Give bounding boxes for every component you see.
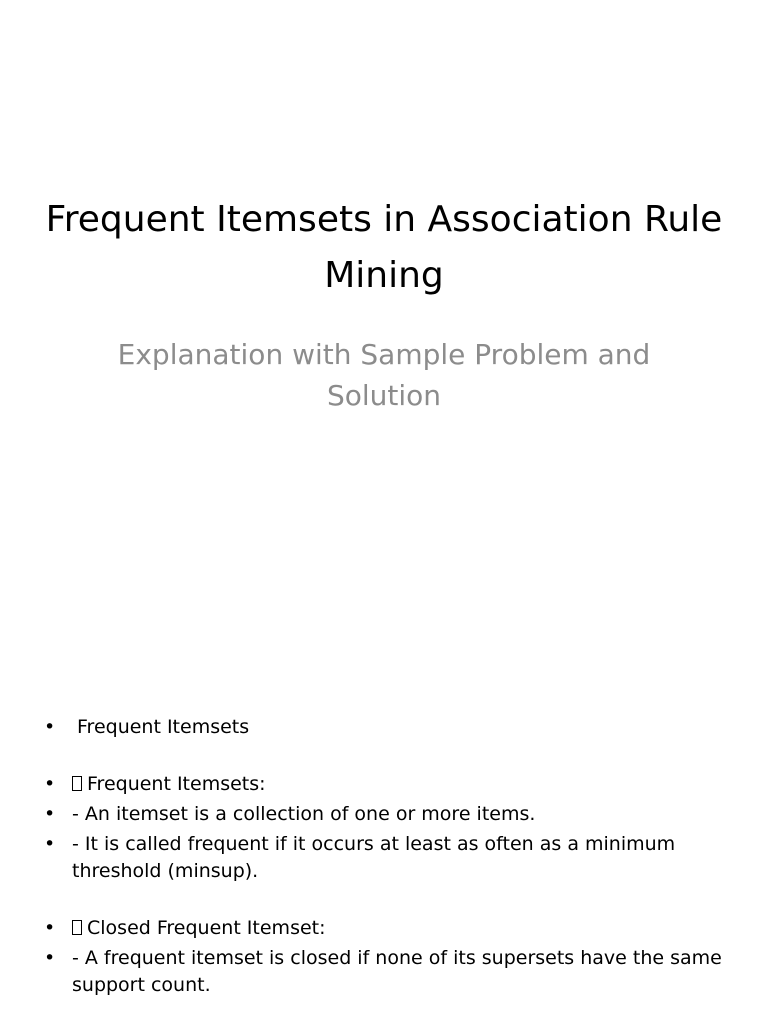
bullet-text: Closed Frequent Itemset: [87, 917, 326, 939]
bullet-text: - An itemset is a collection of one or more items. [72, 803, 536, 825]
list-item [44, 831, 734, 885]
list-item [44, 801, 734, 828]
bullet-list [44, 714, 734, 1002]
bullet-text: Frequent Itemsets: [87, 773, 266, 795]
list-item [44, 915, 734, 942]
slide-title: Frequent Itemsets in Association Rule Mining [45, 199, 723, 296]
bullet-text: - A frequent itemset is closed if none of its supersets have the same support count. [72, 947, 722, 996]
missing-glyph-icon [72, 776, 82, 791]
list-item [44, 771, 734, 798]
bullet-text: - It is called frequent if it occurs at least as often as a minimum threshold (minsup). [72, 833, 676, 882]
list-item [44, 945, 734, 999]
list-item [44, 714, 734, 741]
missing-glyph-icon [72, 920, 82, 935]
slide-subtitle: Explanation with Sample Problem and Solution [117, 338, 651, 412]
bullet-text: Frequent Itemsets [77, 716, 250, 738]
